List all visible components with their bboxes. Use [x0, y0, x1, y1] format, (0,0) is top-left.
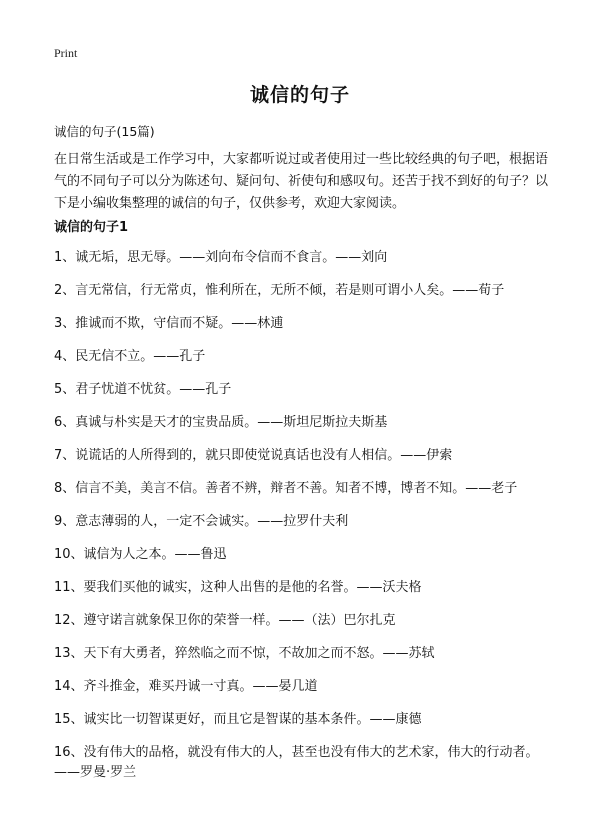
quote-list [54, 248, 554, 796]
quote-item: 16、没有伟大的品格，就没有伟大的人，甚至也没有伟大的艺术家，伟大的行动者。——罗曼·罗兰 [54, 745, 539, 780]
quote-item: 6、真诚与朴实是天才的宝贵品质。——斯坦尼斯拉夫斯基 [54, 415, 388, 430]
section-heading: 诚信的句子1 [54, 220, 129, 235]
quote-item: 13、天下有大勇者，猝然临之而不惊，不故加之而不怒。——苏轼 [54, 646, 435, 661]
quote-item: 3、推诚而不欺，守信而不疑。——林逋 [54, 316, 284, 331]
quote-item: 15、诚实比一切智谋更好，而且它是智谋的基本条件。——康德 [54, 712, 422, 727]
quote-item: 9、意志薄弱的人，一定不会诚实。——拉罗什夫利 [54, 514, 349, 529]
quote-item: 8、信言不美，美言不信。善者不辨，辩者不善。知者不博，博者不知。——老子 [54, 481, 518, 496]
quote-item: 10、诚信为人之本。——鲁迅 [54, 547, 227, 562]
quote-item: 2、言无常信，行无常贞，惟利所在，无所不倾，若是则可谓小人矣。——荀子 [54, 283, 505, 298]
page-title: 诚信的句子 [249, 84, 350, 106]
quote-item: 5、君子忧道不忧贫。——孔子 [54, 382, 232, 397]
print-link[interactable]: Print [54, 46, 78, 60]
quote-item: 1、诚无垢，思无辱。——刘向布令信而不食言。——刘向 [54, 250, 388, 265]
intro-paragraph: 在日常生活或是工作学习中，大家都听说过或者使用过一些比较经典的句子吧，根据语气的不同句子可以分为陈述句、疑问句、祈使句和感叹句。还苦于找不到好的句子？以下是小编收集整理的诚信的句子，仅供参考，欢迎大家阅读。 [54, 152, 549, 211]
article-subtitle: 诚信的句子(15篇) [54, 124, 155, 139]
quote-item: 11、要我们买他的诚实，这种人出售的是他的名誉。——沃夫格 [54, 580, 422, 595]
quote-item: 12、遵守诺言就象保卫你的荣誉一样。——（法）巴尔扎克 [54, 613, 396, 628]
quote-item: 14、齐斗推金，难买丹诚一寸真。——晏几道 [54, 679, 318, 694]
quote-item: 4、民无信不立。——孔子 [54, 349, 206, 364]
quote-item: 7、说谎话的人所得到的，就只即使觉说真话也没有人相信。——伊索 [54, 448, 453, 463]
